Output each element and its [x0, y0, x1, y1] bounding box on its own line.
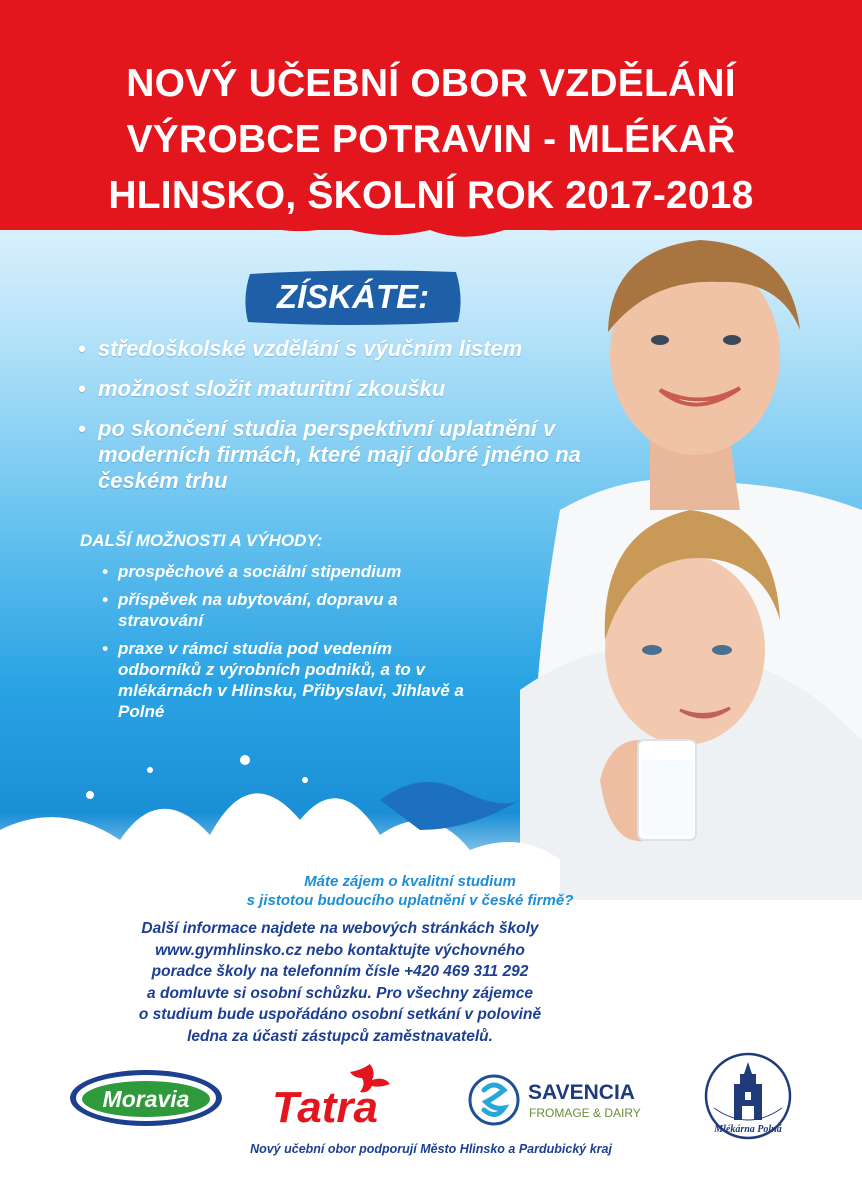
info-line: poradce školy na telefonním čísle +420 469 311 292: [151, 963, 529, 980]
list-item: [78, 376, 638, 402]
title-line-3: HLINSKO, ŠKOLNÍ ROK 2017-2018: [108, 174, 754, 217]
info-line: Další informace najdete na webových stránkách školy: [141, 920, 539, 937]
mlekarna-polna-logo: [700, 1048, 796, 1140]
bullet-dot: •: [78, 336, 86, 361]
contact-question: [140, 872, 680, 910]
moravia-wordmark: Moravia: [102, 1086, 190, 1112]
bullet-dot: •: [78, 416, 86, 441]
savencia-subtitle: FROMAGE & DAIRY: [529, 1106, 641, 1120]
further-options-list: [102, 561, 502, 729]
benefit-text: po skončení studia perspektivní uplatnění v moderních firmách, které mají dobré jméno na českém trhu: [98, 416, 581, 493]
footer-note: Nový učební obor podporují Město Hlinsko a Pardubický kraj: [250, 1142, 612, 1156]
title-line-2: VÝROBCE POTRAVIN - MLÉKAŘ: [126, 118, 736, 161]
moravia-logo: [68, 1068, 224, 1128]
benefit-text: možnost složit maturitní zkoušku: [98, 376, 446, 401]
bullet-dot: •: [102, 590, 108, 609]
title-line-1: NOVÝ UČEBNÍ OBOR VZDĚLÁNÍ: [126, 62, 736, 105]
benefits-list: [78, 336, 638, 508]
bullet-dot: •: [78, 376, 86, 401]
info-line: www.gymhlinsko.cz nebo kontaktujte výchovného: [155, 941, 525, 959]
tatra-logo: [268, 1060, 412, 1132]
polna-wordmark: Mlékárna Polná: [714, 1124, 782, 1135]
contact-info: [40, 918, 640, 1047]
sponsor-logos: [0, 1060, 862, 1140]
info-line: a domluvte si osobní schůzku. Pro všechny zájemce: [147, 984, 533, 1002]
benefit-text: středoškolské vzdělání s výučním listem: [98, 336, 523, 361]
further-option-text: příspěvek na ubytování, dopravu a stravování: [118, 590, 398, 630]
poster-title: [0, 56, 862, 224]
question-line-2: s jistotou budoucího uplatnění v české firmě?: [246, 892, 574, 909]
question-line-1: Máte zájem o kvalitní studium: [304, 873, 516, 890]
tatra-wordmark: Tatra: [272, 1083, 378, 1132]
further-options-heading: DALŠÍ MOŽNOSTI A VÝHODY:: [80, 531, 323, 550]
info-line: o studium bude uspořádáno osobní setkání v polovině: [138, 1006, 542, 1023]
bullet-dot: •: [102, 639, 108, 658]
savencia-logo: [468, 1072, 668, 1128]
list-item: [102, 638, 478, 722]
savencia-name: SAVENCIA: [528, 1081, 635, 1104]
further-option-text: praxe v rámci studia pod vedením odborníků z výrobních podniků, a to v mlékárnách v Hlinsku, Přibyslavi, Jihlavě a Polné: [118, 639, 464, 721]
list-item: [78, 416, 638, 494]
benefits-heading: ZÍSKÁTE:: [276, 278, 430, 315]
list-item: [102, 589, 478, 631]
list-item: [102, 561, 502, 582]
bullet-dot: •: [102, 562, 108, 581]
info-line: ledna za účasti zástupců zaměstnavatelů.: [187, 1027, 493, 1045]
list-item: [78, 336, 638, 362]
further-option-text: prospěchové a sociální stipendium: [118, 562, 402, 581]
